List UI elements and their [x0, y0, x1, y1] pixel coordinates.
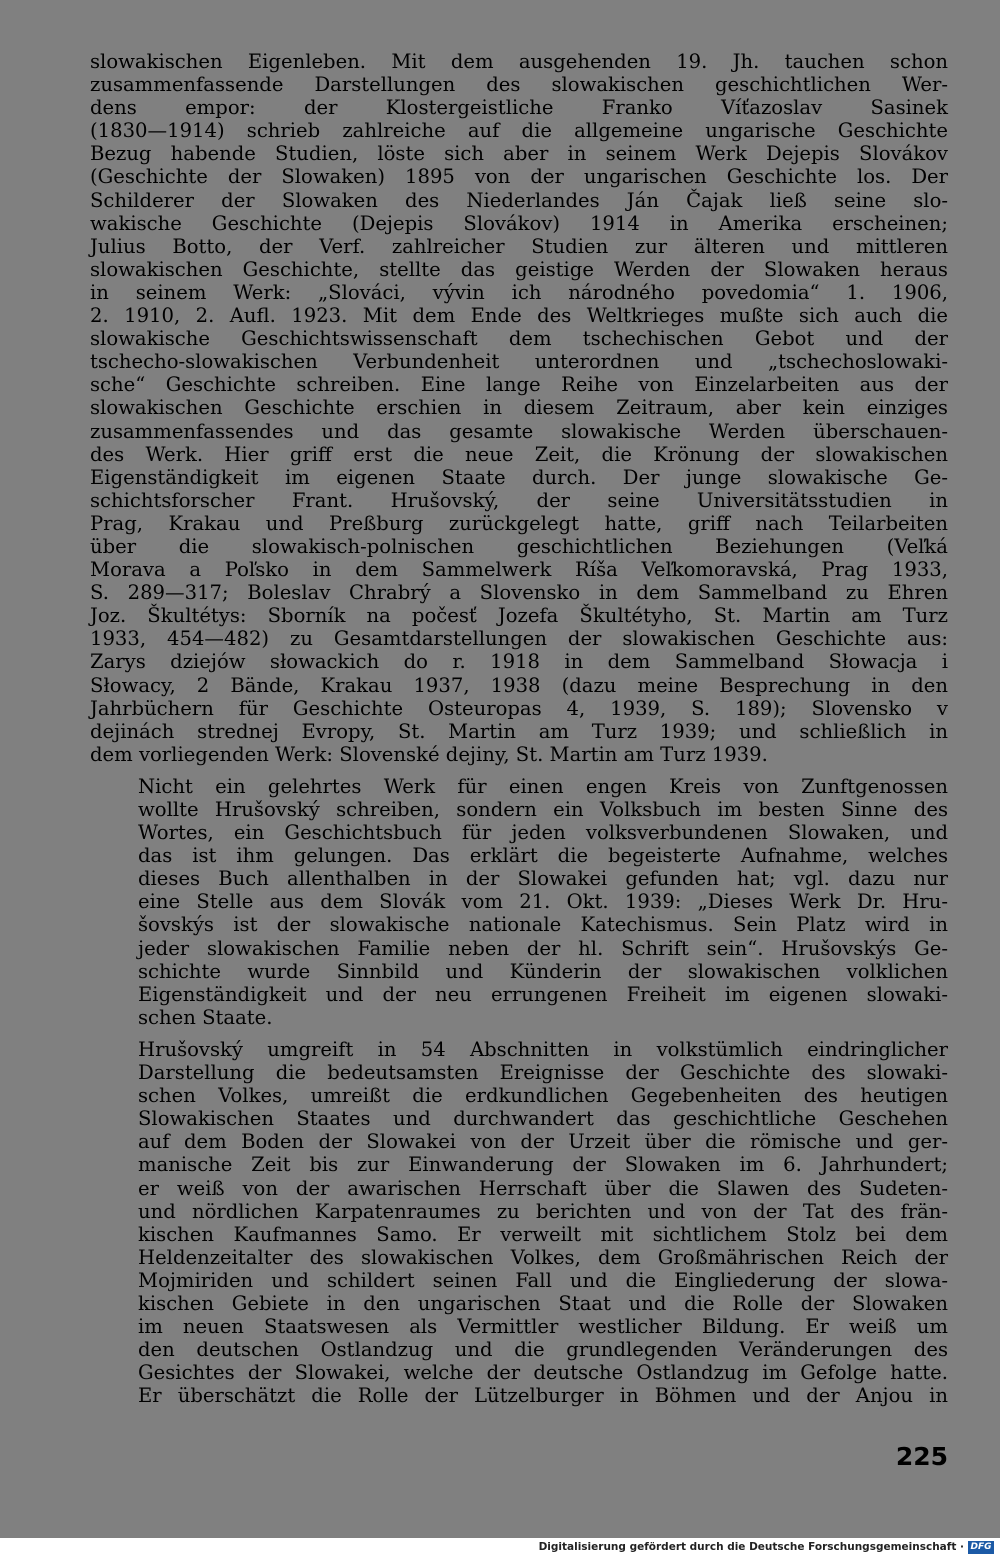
text-line: kischen Gebiete in den ungarischen Staat und die Rolle der Slowaken: [138, 1291, 948, 1315]
text-line: Zarys dziejów słowackich do r. 1918 in dem Sammelband Słowacja i: [90, 650, 948, 674]
text-line: Prag, Krakau und Preßburg zurückgelegt hatte, griff nach Teilarbeiten: [90, 511, 948, 535]
text-line: dejinách strednej Evropy, St. Martin am Turz 1939; und schließlich in: [90, 719, 948, 743]
text-line: schen Volkes, umreißt die erdkundlichen Gegebenheiten des heutigen: [138, 1084, 948, 1108]
text-line: den deutschen Ostlandzug und die grundlegenden Veränderungen des: [138, 1338, 948, 1362]
text-line: (Geschichte der Slowaken) 1895 von der ungarischen Geschichte los. Der: [90, 165, 948, 189]
text-line: Slowakischen Staates und durchwandert das geschichtliche Geschehen: [138, 1107, 948, 1131]
text-line: Eigenständigkeit im eigenen Staate durch. Der junge slowakische Ge-: [90, 465, 948, 489]
text-line: kischen Kaufmannes Samo. Er verweilt mit sichtlichem Stolz bei dem: [138, 1222, 948, 1246]
text-line: šovskýs ist der slowakische nationale Katechismus. Sein Platz wird in: [138, 913, 948, 937]
text-line: dens empor: der Klostergeistliche Franko Víťazoslav Sasinek: [90, 96, 948, 120]
text-line: Darstellung die bedeutsamsten Ereignisse der Geschichte des slowaki-: [138, 1061, 948, 1085]
text-line: Schilderer der Slowaken des Niederlandes Ján Čajak ließ seine slo-: [90, 188, 948, 212]
text-line: das ist ihm gelungen. Das erklärt die begeisterte Aufnahme, welches: [138, 844, 948, 868]
text-line: slowakischen Eigenleben. Mit dem ausgehenden 19. Jh. tauchen schon: [90, 50, 948, 73]
page-number: 225: [895, 1442, 948, 1471]
paragraph-1: [90, 50, 948, 766]
text-line: eine Stelle aus dem Slovák vom 21. Okt. 1939: „Dieses Werk Dr. Hru-: [138, 890, 948, 914]
text-line: tschecho-slowakischen Verbundenheit unterordnen und „tschechoslowaki-: [90, 350, 948, 374]
text-line: Joz. Škultétys: Sborník na počesť Jozefa Škultétyho, St. Martin am Turz: [90, 604, 948, 628]
text-line: Gesichtes der Slowakei, welche der deutsche Ostlandzug im Gefolge hatte.: [138, 1361, 948, 1385]
text-line: auf dem Boden der Slowakei von der Urzeit über die römische und ger-: [138, 1130, 948, 1154]
text-line: Morava a Poľsko in dem Sammelwerk Ríša Veľkomoravská, Prag 1933,: [90, 558, 948, 582]
footer-bar: [0, 1538, 1000, 1557]
text-line: schen Staate.: [138, 1005, 273, 1029]
text-line: Wortes, ein Geschichtsbuch für jeden volksverbundenen Slowaken, und: [138, 821, 948, 845]
text-line: und nördlichen Karpatenraumes zu berichten und von der Tat des frän-: [138, 1199, 948, 1223]
text-line: dieses Buch allenthalben in der Slowakei gefunden hat; vgl. dazu nur: [138, 867, 948, 891]
text-line: (1830—1914) schrieb zahlreiche auf die allgemeine ungarische Geschichte: [90, 119, 948, 143]
text-line: über die slowakisch-polnischen geschichtlichen Beziehungen (Veľká: [90, 534, 948, 558]
text-line: Jahrbüchern für Geschichte Osteuropas 4, 1939, S. 189); Slovensko v: [90, 696, 948, 720]
text-line: Eigenständigkeit und der neu errungenen Freiheit im eigenen slowaki-: [138, 982, 948, 1006]
text-line: S. 289—317; Boleslav Chrabrý a Slovensko in dem Sammelband zu Ehren: [90, 581, 948, 605]
text-line: Mojmiriden und schildert seinen Fall und die Eingliederung der slowa-: [138, 1268, 948, 1292]
text-line: Nicht ein gelehrtes Werk für einen engen Kreis von Zunftgenossen: [138, 774, 948, 798]
text-line: Julius Botto, der Verf. zahlreicher Studien zur älteren und mittleren: [90, 234, 948, 258]
text-line: sche“ Geschichte schreiben. Eine lange Reihe von Einzelarbeiten aus der: [90, 373, 948, 397]
text-line: wakische Geschichte (Dejepis Slovákov) 1914 in Amerika erscheinen;: [90, 211, 948, 235]
text-line: 2. 1910, 2. Aufl. 1923. Mit dem Ende des Weltkrieges mußte sich auch die: [90, 304, 948, 328]
text-line: zusammenfassende Darstellungen des slowakischen geschichtlichen Wer-: [90, 73, 948, 97]
text-line: Bezug habende Studien, löste sich aber in seinem Werk Dejepis Slovákov: [90, 142, 948, 166]
text-line: slowakischen Geschichte, stellte das geistige Werden der Slowaken heraus: [90, 257, 948, 281]
paragraph-2: [90, 775, 948, 1029]
text-line: Słowacy, 2 Bände, Krakau 1937, 1938 (dazu meine Besprechung in den: [90, 673, 948, 697]
text-line: Er überschätzt die Rolle der Lützelburger in Böhmen und der Anjou in: [138, 1384, 948, 1408]
text-line: des Werk. Hier griff erst die neue Zeit, die Krönung der slowakischen: [90, 442, 948, 466]
text-line: manische Zeit bis zur Einwanderung der Slowaken im 6. Jahrhundert;: [138, 1153, 948, 1177]
text-line: schichte wurde Sinnbild und Künderin der slowakischen volklichen: [138, 959, 948, 983]
footer-credit-text: Digitalisierung gefördert durch die Deutsche Forschungsgemeinschaft ·: [538, 1541, 964, 1553]
text-line: er weiß von der awarischen Herrschaft über die Slawen des Sudeten-: [138, 1176, 948, 1200]
text-line: jeder slowakischen Familie neben der hl. Schrift sein“. Hrušovskýs Ge-: [138, 936, 948, 960]
text-line: Hrušovský umgreift in 54 Abschnitten in volkstümlich eindringlicher: [138, 1037, 948, 1061]
text-line: slowakischen Geschichte erschien in diesem Zeitraum, aber kein einziges: [90, 396, 948, 420]
text-line: Heldenzeitalter des slowakischen Volkes, dem Großmährischen Reich der: [138, 1245, 948, 1269]
text-line: in seinem Werk: „Slováci, vývin ich národného povedomia“ 1. 1906,: [90, 280, 948, 304]
text-line: im neuen Staatswesen als Vermittler westlicher Bildung. Er weiß um: [138, 1315, 948, 1339]
text-line: wollte Hrušovský schreiben, sondern ein Volksbuch im besten Sinne des: [138, 798, 948, 821]
text-line: slowakische Geschichtswissenschaft dem tschechischen Gebot und der: [90, 327, 948, 351]
page-body: [90, 50, 948, 1407]
text-line: dem vorliegenden Werk: Slovenské dejiny, St. Martin am Turz 1939.: [90, 742, 768, 766]
text-line: zusammenfassendes und das gesamte slowakische Werden überschauen-: [90, 419, 948, 443]
paragraph-3: [90, 1038, 948, 1408]
text-line: 1933, 454—482) zu Gesamtdarstellungen der slowakischen Geschichte aus:: [90, 627, 948, 651]
text-line: schichtsforscher Frant. Hrušovský, der seine Universitätsstudien in: [90, 488, 948, 512]
dfg-logo-icon: DFG: [968, 1541, 994, 1554]
